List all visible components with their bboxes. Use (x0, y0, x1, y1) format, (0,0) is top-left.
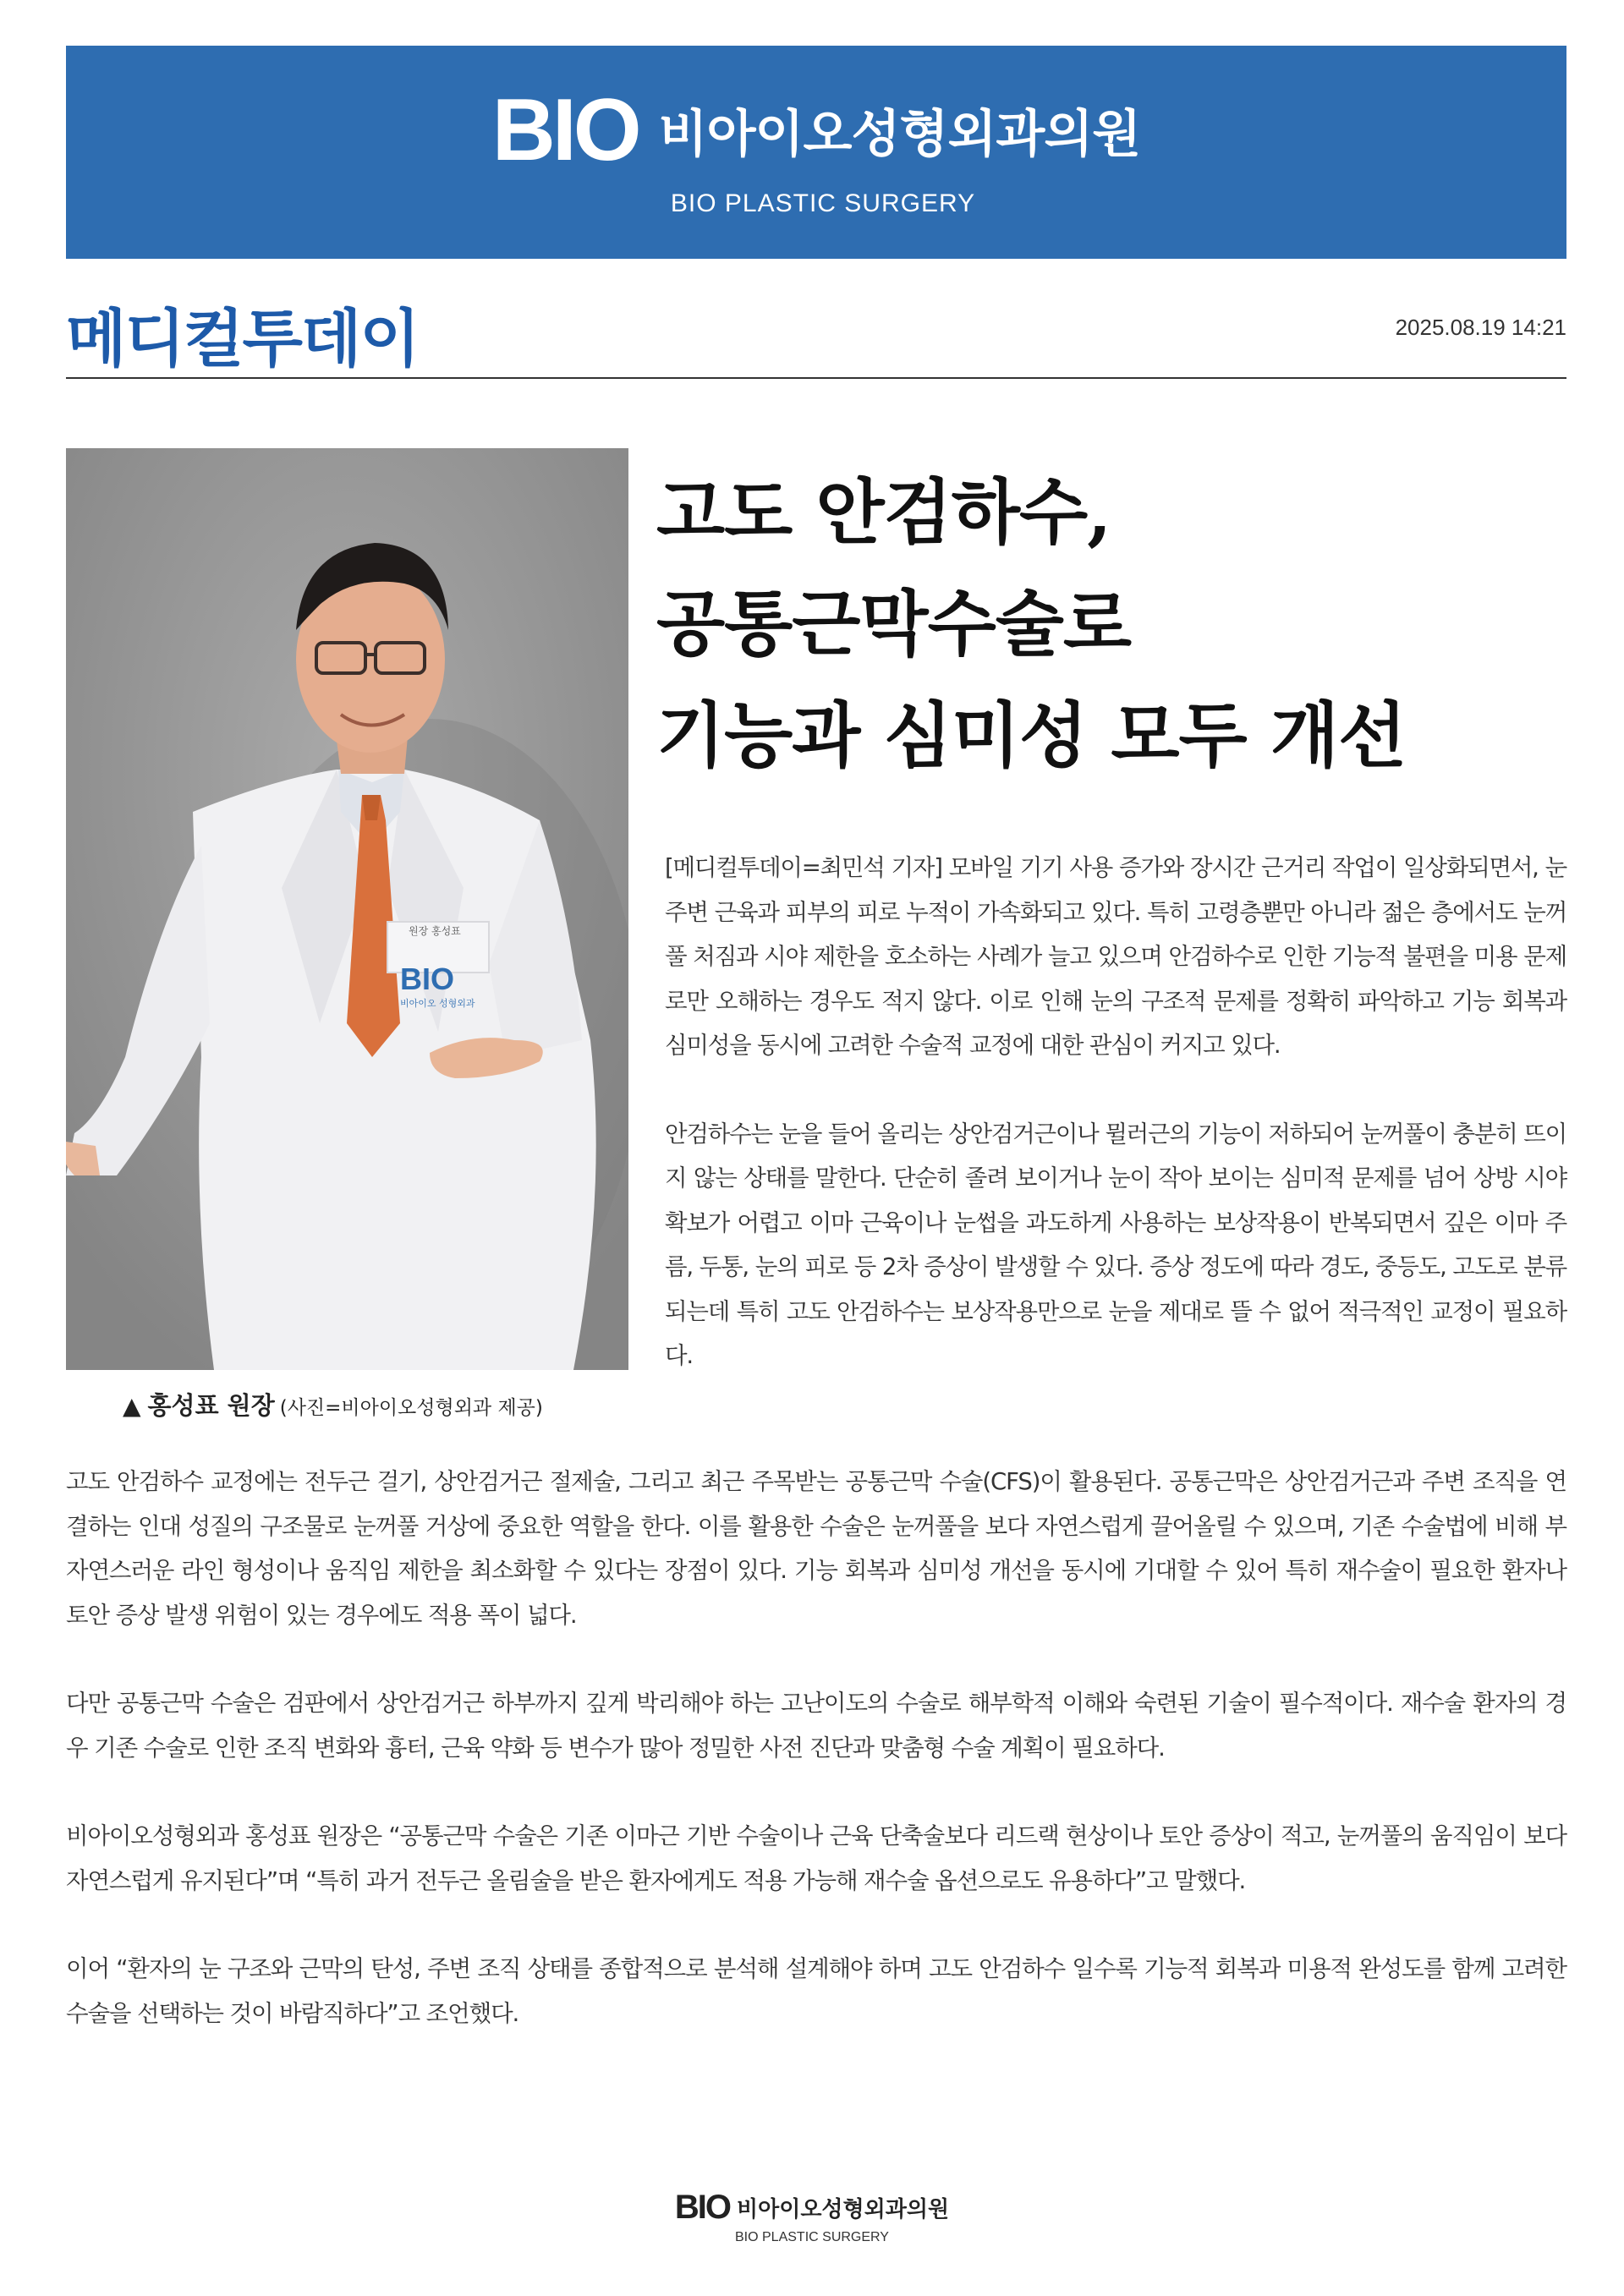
photo-caption (123, 1387, 543, 1422)
article-headline (656, 457, 1566, 792)
newspaper-name: 메디컬투데이 (66, 303, 419, 375)
caption-name: 홍성표 원장 (147, 1391, 275, 1420)
coat-badge-subtext: 비아이오 성형외과 (400, 998, 475, 1009)
footer-clinic-name-kr: 비아이오성형외과의원 (736, 2197, 950, 2222)
publish-date: 2025.08.19 14:21 (1395, 315, 1566, 340)
article-body-bottom (66, 1460, 1566, 2036)
caption-triangle-icon: ▲ (123, 1392, 141, 1420)
doctor-portrait-photo (66, 448, 628, 1370)
article-paragraph-4: 다만 공통근막 수술은 검판에서 상안검거근 하부까지 깊게 박리해야 하는 고난이도의 수술로 해부학적 이해와 숙련된 기술이 필수적이다. 재수술 환자의 경우 기존 수술로 인한 조직 변화와 흉터, 근육 약화 등 변수가 많아 정밀한 사전 진단과 맞춤형 수술 계획이 필요하다. (66, 1690, 1566, 1762)
bio-logo-text: BIO (491, 81, 639, 179)
headline-line-3: 기능과 심미성 모두 개선 (656, 693, 1407, 777)
clinic-footer (0, 2189, 1624, 2245)
article-paragraph-3: 고도 안검하수 교정에는 전두근 걸기, 상안검거근 절제술, 그리고 최근 주목받는 공통근막 수술(CFS)이 활용된다. 공통근막은 상안검거근과 주변 조직을 연결하는 인대 성질의 구조물로 눈꺼풀 거상에 중요한 역할을 한다. 이를 활용한 수술은 눈꺼풀을 보다 자연스럽게 끌어올릴 수 있으며, 기존 수술법에 비해 부자연스러운 라인 형성이나 움직임 제한을 최소화할 수 있다는 장점이 있다. 기능 회복과 심미성 개선을 동시에 기대할 수 있어 특히 재수술이 필요한 환자나 토안 증상 발생 위험이 있는 경우에도 적용 폭이 넓다. (66, 1468, 1566, 1629)
article-body-top (665, 846, 1566, 1378)
name-tag-text: 원장 홍성표 (409, 925, 461, 937)
headline-line-2: 공통근막수술로 (656, 582, 1132, 666)
clinic-header-banner (66, 46, 1566, 259)
footer-clinic-name-en: BIO PLASTIC SURGERY (735, 2230, 889, 2244)
clinic-name-en: BIO PLASTIC SURGERY (670, 189, 976, 217)
newspaper-masthead (66, 286, 1566, 379)
caption-credit: (사진=비아이오성형외과 제공) (279, 1397, 543, 1419)
article-paragraph-2: 안검하수는 눈을 들어 올리는 상안검거근이나 뮐러근의 기능이 저하되어 눈꺼풀이 충분히 뜨이지 않는 상태를 말한다. 단순히 졸려 보이거나 눈이 작아 보이는 심미적 문제를 넘어 상방 시야 확보가 어렵고 이마 근육이나 눈썹을 과도하게 사용하는 보상작용이 반복되면서 깊은 이마 주름, 두통, 눈의 피로 등 2차 증상이 발생할 수 있다. 증상 정도에 따라 경도, 중등도, 고도로 분류되는데 특히 고도 안검하수는 보상작용만으로 눈을 제대로 뜰 수 없어 적극적인 교정이 필요하다. (665, 1120, 1566, 1369)
article-paragraph-6: 이어 “환자의 눈 구조와 근막의 탄성, 주변 조직 상태를 종합적으로 분석해 설계해야 하며 고도 안검하수 일수록 기능적 회복과 미용적 완성도를 함께 고려한 수술을 선택하는 것이 바람직하다”고 조언했다. (66, 1955, 1566, 2027)
coat-badge-logo: BIO (400, 962, 455, 996)
headline-line-1: 고도 안검하수, (656, 470, 1111, 554)
article-paragraph-5: 비아이오성형외과 홍성표 원장은 “공통근막 수술은 기존 이마근 기반 수술이나 근육 단축술보다 리드랙 현상이나 토안 증상이 적고, 눈꺼풀의 움직임이 보다 자연스럽게 유지된다”며 “특히 과거 전두근 올림술을 받은 환자에게도 적용 가능해 재수술 옵션으로도 유용하다”고 말했다. (66, 1822, 1566, 1894)
footer-logo (675, 2189, 949, 2227)
doctor-portrait-illustration (66, 448, 628, 1370)
footer-bio-logo: BIO (674, 2189, 730, 2226)
clinic-name-kr: 비아이오성형외과의원 (658, 105, 1141, 164)
clinic-logo (491, 81, 1141, 179)
article-paragraph-1: [메디컬투데이=최민석 기자] 모바일 기기 사용 증가와 장시간 근거리 작업이 일상화되면서, 눈 주변 근육과 피부의 피로 누적이 가속화되고 있다. 특히 고령층뿐만 아니라 젊은 층에서도 눈꺼풀 처짐과 시야 제한을 호소하는 사례가 늘고 있으며 안검하수로 인한 기능적 불편을 미용 문제로만 오해하는 경우도 적지 않다. 이로 인해 눈의 구조적 문제를 정확히 파악하고 기능 회복과 심미성을 동시에 고려한 수술적 교정에 대한 관심이 커지고 있다. (665, 854, 1566, 1059)
